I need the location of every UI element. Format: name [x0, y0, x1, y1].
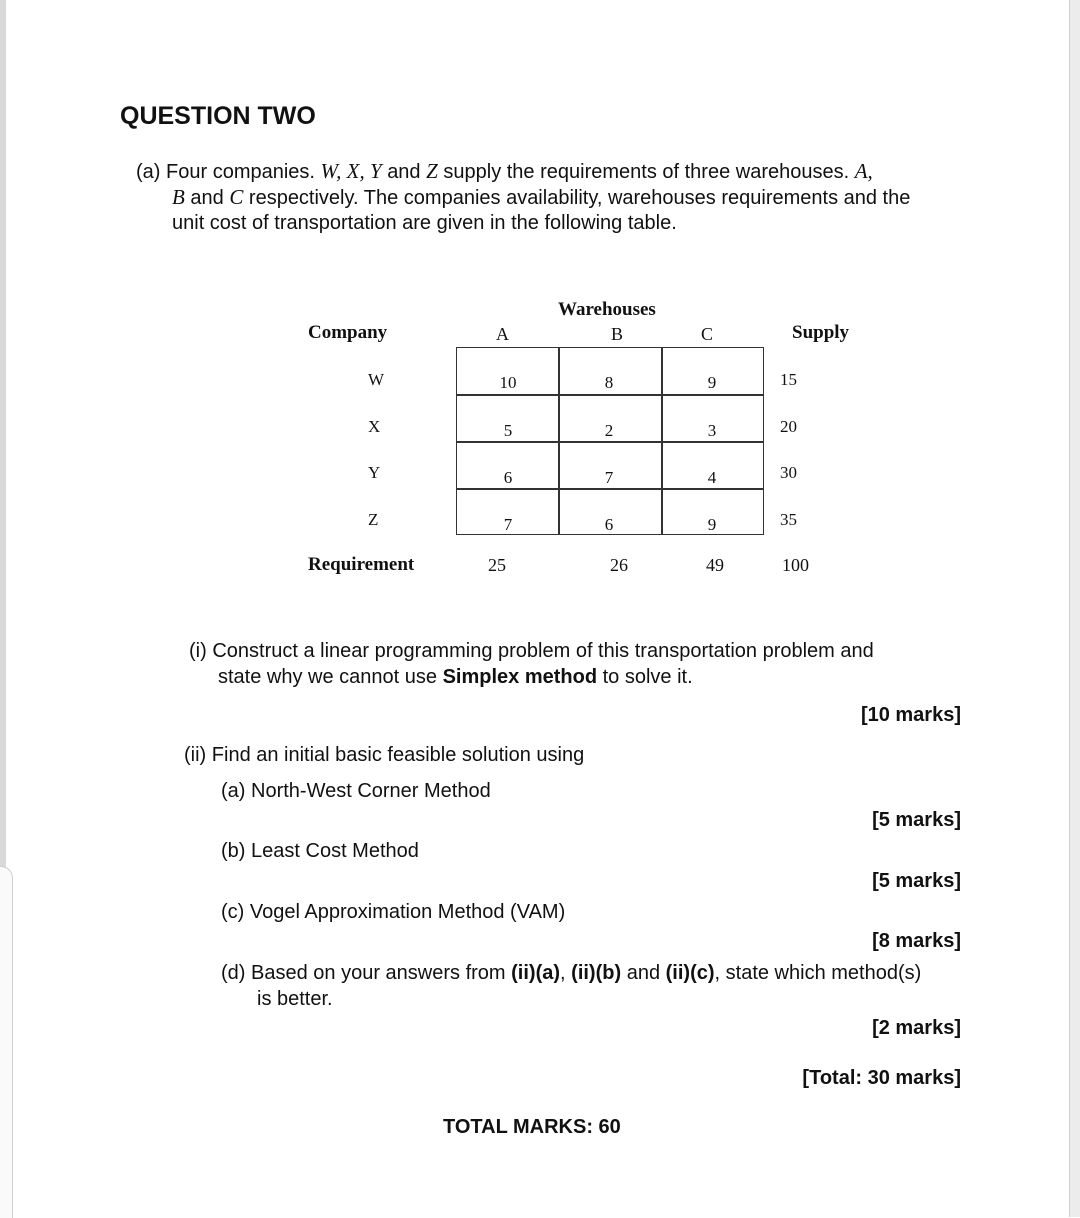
column-header-b: B — [611, 324, 624, 344]
simplex-method: Simplex method — [442, 666, 598, 688]
cost-cell: 9 — [707, 373, 717, 392]
q-ii-d-marks: [2 marks] — [872, 1017, 961, 1039]
total-marks: TOTAL MARKS: 60 — [443, 1116, 621, 1138]
ref-ii-a: (ii)(a) — [511, 962, 561, 984]
warehouse-a: A, — [854, 159, 873, 183]
q-i-marks: [10 marks] — [860, 704, 961, 726]
section-total: [Total: 30 marks] — [802, 1067, 961, 1089]
warehouse-c: C — [229, 185, 244, 209]
q-ii-d-comma: , — [560, 962, 566, 984]
ref-ii-c: (ii)(c) — [665, 962, 715, 984]
company-z: Z — [426, 159, 438, 183]
part-a-line3: unit cost of transportation are given in the following table. — [172, 212, 677, 234]
page-right-edge — [1069, 0, 1080, 1217]
supply-header: Supply — [792, 322, 850, 343]
q-ii-b-marks: [5 marks] — [872, 870, 961, 892]
q-ii-b-label: (b) — [221, 840, 246, 862]
q-ii-c — [221, 899, 565, 925]
q-ii-label: (ii) — [184, 744, 207, 766]
column-header-c: C — [701, 324, 714, 344]
cost-cell: 8 — [604, 373, 614, 392]
cost-cell: 9 — [707, 515, 717, 534]
cost-cell: 5 — [503, 421, 513, 440]
company-z-row: Z — [368, 510, 379, 529]
requirement-label: Requirement — [308, 554, 415, 575]
total-supply: 100 — [782, 555, 809, 575]
part-a-and: and — [387, 161, 421, 183]
requirement-c: 49 — [706, 555, 724, 575]
column-header-a: A — [496, 324, 509, 344]
q-i-text-3: to solve it. — [602, 666, 693, 688]
question-title: QUESTION TWO — [120, 102, 316, 130]
cost-cell: 7 — [503, 515, 513, 534]
part-a-label: (a) — [136, 161, 161, 183]
cost-cell: 6 — [503, 468, 513, 487]
q-i-text-2: state why we cannot use — [218, 666, 438, 688]
warehouse-b: B — [172, 185, 185, 209]
supply-x: 20 — [780, 417, 797, 436]
q-ii-b — [221, 838, 419, 864]
part-a-text-1: Four companies. — [166, 161, 315, 183]
q-i-label: (i) — [189, 640, 207, 662]
company-x: X — [368, 417, 381, 436]
requirement-a: 25 — [488, 555, 506, 575]
company-vars: W, X, Y — [320, 159, 382, 183]
grid-line — [457, 394, 763, 396]
q-i-text-1: Construct a linear programming problem of this transportation problem and — [212, 640, 874, 662]
company-y: Y — [368, 463, 381, 482]
part-a-text-2: supply the requirements of three warehouses. — [443, 161, 850, 183]
cost-cell: 10 — [499, 373, 517, 392]
q-ii-a-marks: [5 marks] — [872, 809, 961, 831]
q-ii-d-text-2: , state which method(s) — [714, 962, 922, 984]
q-ii-d-text-1: Based on your answers from — [251, 962, 506, 984]
supply-y: 30 — [780, 463, 797, 482]
q-ii-a — [221, 778, 491, 804]
q-ii-intro — [184, 742, 584, 768]
q-i-line1 — [189, 638, 874, 664]
part-a-text-3: respectively. The companies availability, warehouses requirements and the — [248, 187, 911, 209]
part-a-line1 — [136, 158, 873, 185]
grid-line — [457, 488, 763, 490]
company-w: W — [368, 370, 385, 389]
cost-cell: 6 — [604, 515, 614, 534]
supply-w: 15 — [780, 370, 797, 389]
company-header: Company — [308, 322, 388, 343]
part-a-and-2: and — [190, 187, 224, 209]
q-ii-c-label: (c) — [221, 901, 245, 923]
q-ii-text: Find an initial basic feasible solution using — [211, 744, 585, 766]
q-i-line2 — [218, 664, 693, 690]
q-ii-a-label: (a) — [221, 780, 246, 802]
supply-z: 35 — [780, 510, 797, 529]
q-ii-d-line2: is better. — [257, 988, 333, 1010]
cost-cell: 3 — [707, 421, 717, 440]
part-a-line2 — [172, 184, 910, 211]
q-ii-d-and: and — [626, 962, 661, 984]
q-ii-d-label: (d) — [221, 962, 246, 984]
q-ii-c-text: Vogel Approximation Method (VAM) — [249, 901, 566, 923]
q-ii-d-line1 — [221, 960, 921, 986]
requirement-b: 26 — [610, 555, 628, 575]
cost-cell: 2 — [604, 421, 614, 440]
ref-ii-b: (ii)(b) — [571, 962, 622, 984]
q-ii-b-text: Least Cost Method — [251, 840, 419, 862]
q-ii-a-text: North-West Corner Method — [251, 780, 491, 802]
warehouses-header: Warehouses — [558, 299, 656, 320]
cost-cell: 7 — [604, 468, 614, 487]
cost-cell: 4 — [707, 468, 717, 487]
page-side-tab — [0, 866, 13, 1218]
q-ii-c-marks: [8 marks] — [872, 930, 961, 952]
grid-line — [457, 441, 763, 443]
